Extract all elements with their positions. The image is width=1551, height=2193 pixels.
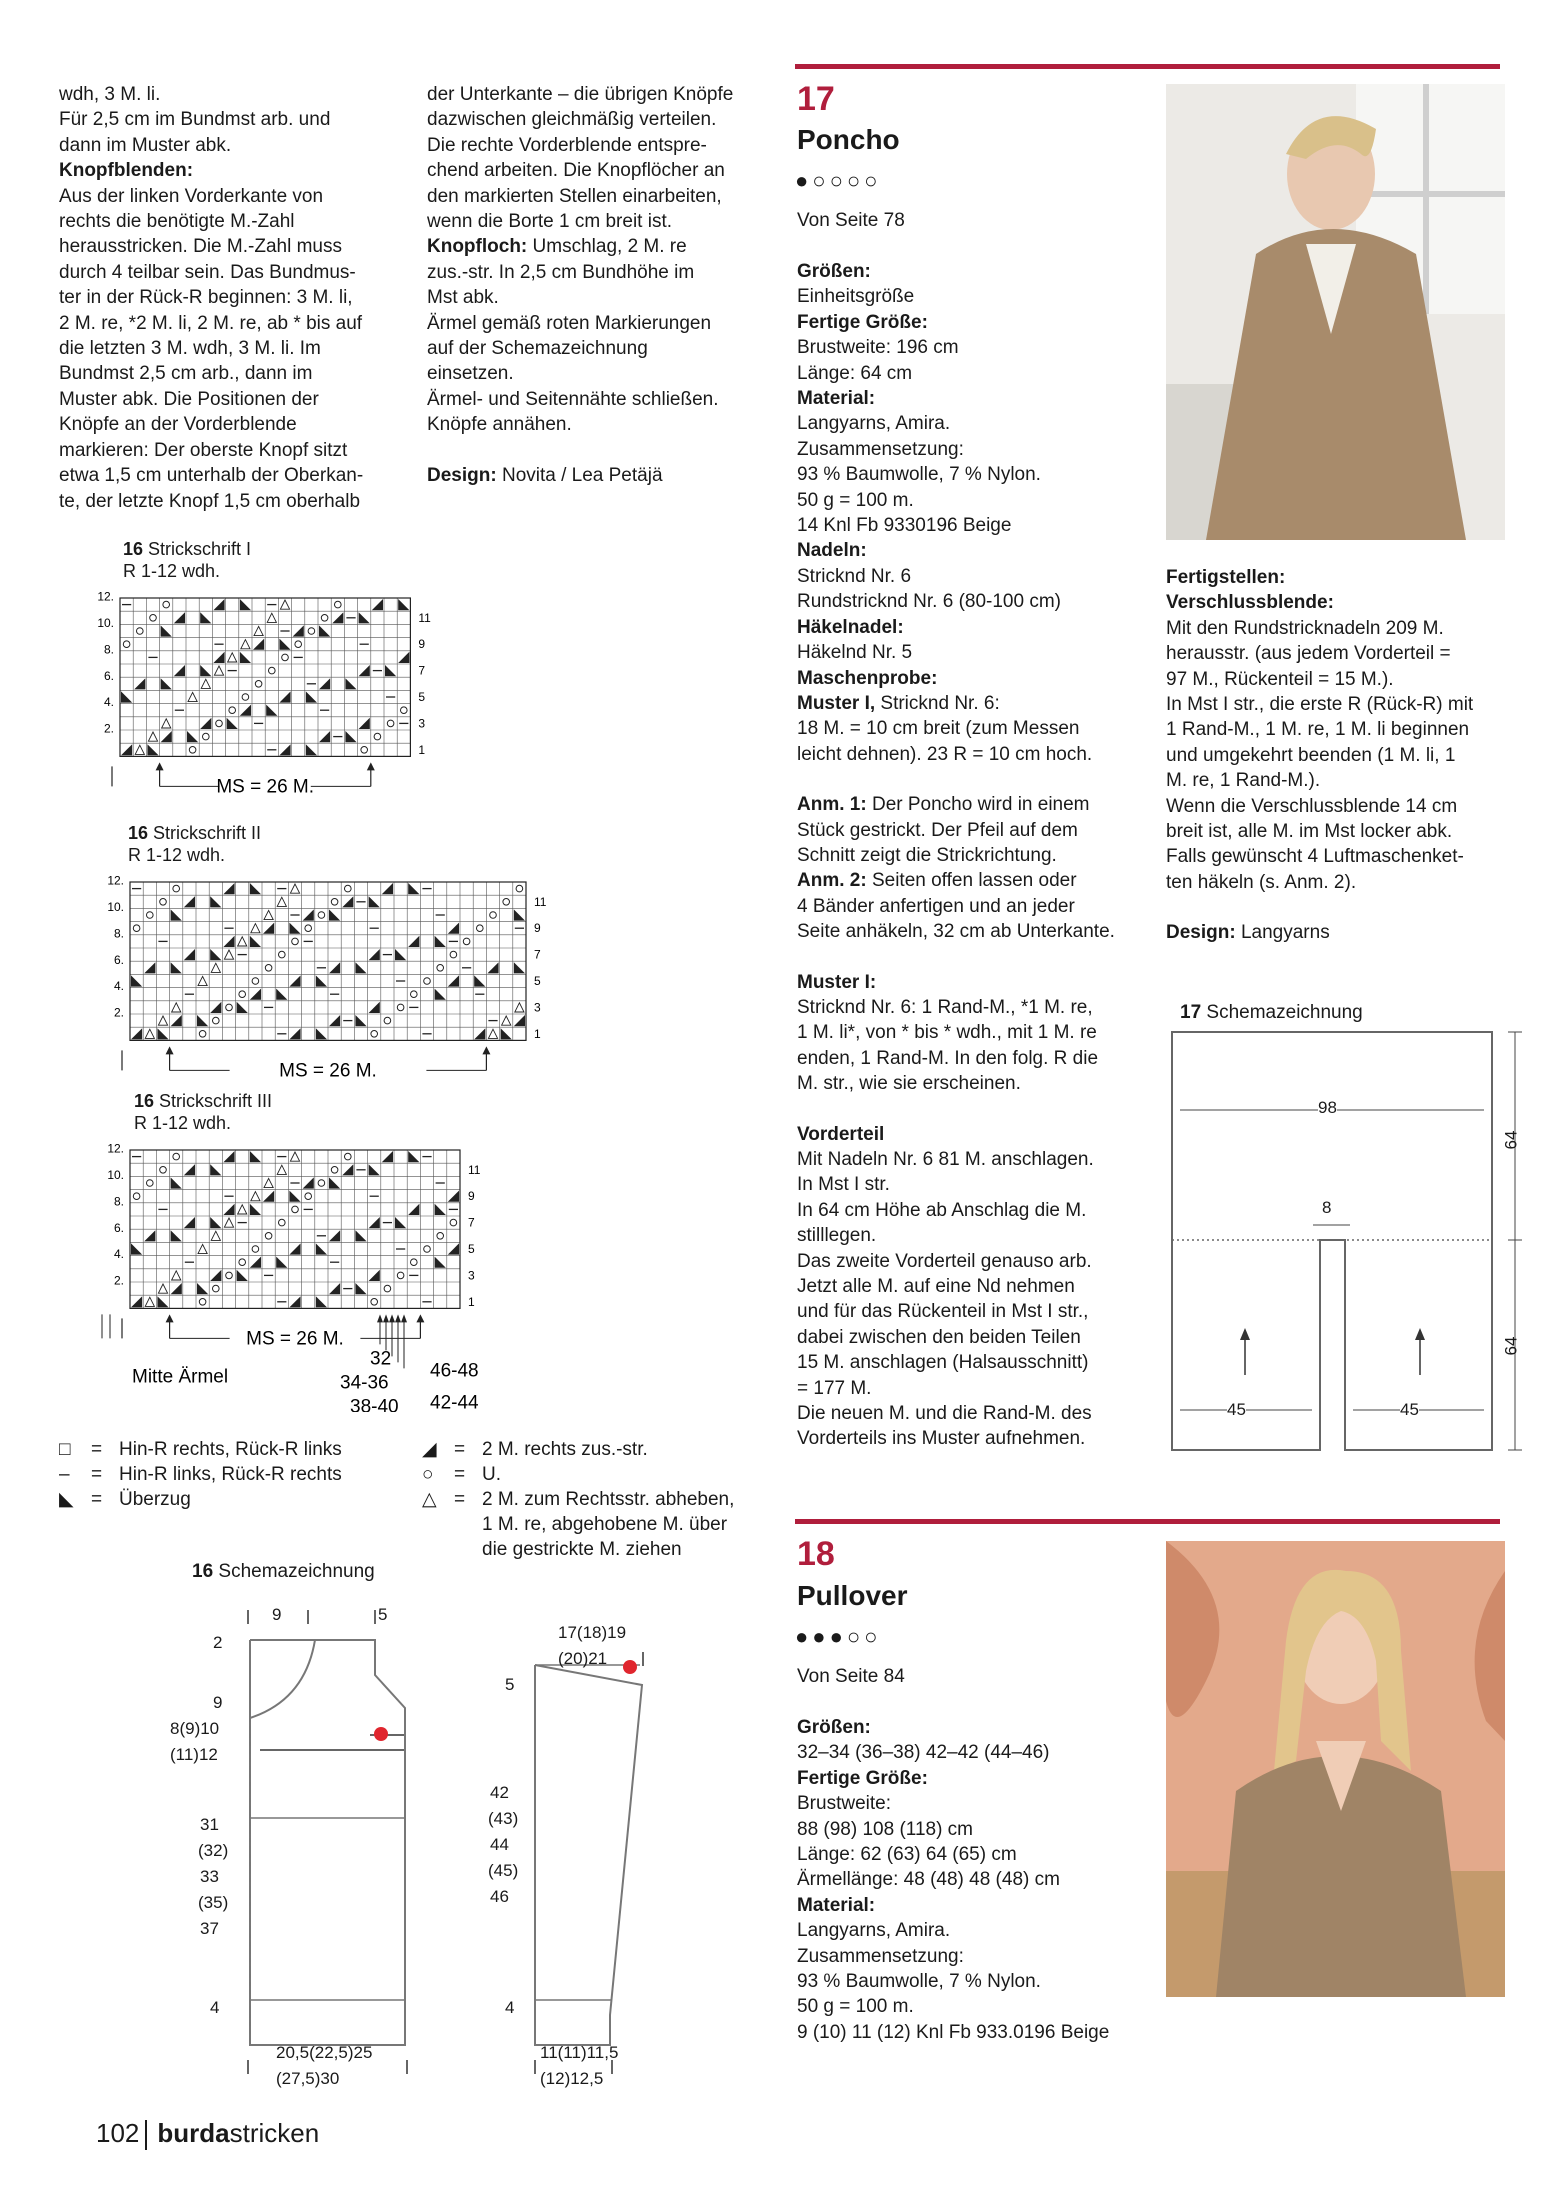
svg-text:5: 5	[468, 1241, 475, 1256]
page-footer	[96, 2118, 319, 2150]
svg-text:MS = 26 M.: MS = 26 M.	[246, 1328, 344, 1350]
svg-text:4.: 4.	[113, 979, 124, 994]
chart-legend-left: □ = Hin-R rechts, Rück-R links – = Hin-R links, Rück-R rechts ◣ = Überzug	[59, 1439, 342, 1510]
column-1-text: wdh, 3 M. li. Für 2,5 cm im Bundmst arb. und dann im Muster abk. Knopfblenden: Aus der linken Vorderkante von rechts die benötigte M.-Zahl herausstricken. Die M.-Zahl muss durch 4 teilbar sein. Das Bundmus- ter in der Rück-R beginnen: 3 M. li, 2 M. re, *2 M. li, 2 M. re, ab * bis auf die letzten 3 M. wdh, 3 M. li. Im Bundmst 2,5 cm arb., dann im Muster abk. Die Positionen der Knöpfe an der Vorderblende markieren: Der oberste Knopf sitzt etwa 1,5 cm unterhalb der Oberkan- te, der letzte Knopf 1,5 cm oberhalb	[59, 84, 364, 512]
knitting-chart-1	[80, 590, 560, 810]
svg-text:7: 7	[468, 1215, 475, 1230]
svg-text:12.: 12.	[97, 590, 114, 604]
brand-stricken: stricken	[229, 2118, 320, 2148]
svg-text:34-36: 34-36	[340, 1372, 389, 1394]
pattern-17-instructions: Größen: Einheitsgröße Fertige Größe: Brustweite: 196 cm Länge: 64 cm Material: Langyarns, Amira. Zusammensetzung: 93 % Baumwolle, 7 % Nylon. 50 g = 100 m. 14 Knl Fb 9330196 Beige Nadeln: Stricknd Nr. 6 Rundstricknd Nr. 6 (80-100 cm) Häkelnadel: Häkelnd Nr. 5 Maschenprobe: Muster I, Stricknd Nr. 6: 18 M. = 10 cm breit (zum Messen leicht dehnen). 23 R = 10 cm hoch. Anm. 1: Der Poncho wird in einem Stück gestrickt. Der Pfeil auf dem Schnitt zeigt die Strickrichtung. Anm. 2: Seiten offen lassen oder 4 Bänder anfertigen und an jeder Seite anhäkeln, 32 cm ab Unterkante. Muster I: Stricknd Nr. 6: 1 Rand-M., *1 M. re, 1 M. li*, von * bis * wdh., mit 1 M. re enden, 1 Rand-M. In den folg. R die M. str., wie sie erscheinen. Vorderteil Mit Nadeln Nr. 6 81 M. anschlagen. In Mst I str. In 64 cm Höhe ab Anschlag die M. stilllegen. Das zweite Vorderteil genauso arb. Jetzt alle M. auf eine Nd nehmen und für das Rückenteil in Mst I str., dabei zwischen den beiden Teilen 15 M. anschlagen (Halsausschnitt) = 177 M. Die neuen M. und die Rand-M. des Vorderteils ins Muster aufnehmen.	[797, 261, 1115, 1450]
svg-text:12.: 12.	[107, 874, 124, 888]
page-number: 102	[96, 2118, 140, 2148]
svg-text:8.: 8.	[113, 1194, 124, 1209]
svg-text:11: 11	[418, 610, 431, 625]
svg-text:1: 1	[418, 742, 426, 757]
schema-16-title: 16 Schemazeichnung	[192, 1561, 375, 1582]
svg-text:1: 1	[534, 1026, 541, 1041]
svg-text:9: 9	[468, 1189, 475, 1204]
svg-text:4.: 4.	[113, 1247, 124, 1262]
svg-text:42-44: 42-44	[430, 1392, 479, 1412]
schema-17-title: 17 Schemazeichnung	[1180, 1002, 1363, 1023]
difficulty-dots-18: ●●●○○	[795, 1624, 882, 1649]
svg-text:4.: 4.	[103, 695, 114, 710]
svg-text:6.: 6.	[113, 1220, 124, 1235]
svg-text:MS = 26 M.: MS = 26 M.	[216, 776, 315, 798]
schema-16-drawing	[180, 1590, 700, 2080]
svg-text:12.: 12.	[107, 1142, 124, 1156]
pattern-17-from: Von Seite 78	[797, 210, 905, 231]
svg-text:32: 32	[370, 1348, 392, 1370]
svg-text:3: 3	[468, 1268, 475, 1283]
accent-bar-17	[795, 64, 1500, 69]
accent-bar-18	[795, 1519, 1500, 1524]
brand-burda: burda	[157, 2118, 230, 2148]
svg-text:Mitte Ärmel: Mitte Ärmel	[132, 1366, 229, 1388]
svg-text:2.: 2.	[113, 1273, 124, 1288]
svg-text:10.: 10.	[107, 1168, 124, 1183]
svg-text:8.: 8.	[113, 926, 124, 941]
pattern-18-title: Pullover	[797, 1580, 908, 1611]
svg-text:11: 11	[468, 1162, 481, 1177]
svg-text:46-48: 46-48	[430, 1360, 479, 1382]
svg-text:5: 5	[534, 973, 541, 988]
pattern-18-from: Von Seite 84	[797, 1666, 905, 1687]
svg-text:9: 9	[534, 921, 541, 936]
pattern-17-title: Poncho	[797, 124, 900, 155]
svg-text:2.: 2.	[103, 721, 114, 736]
svg-text:3: 3	[418, 716, 426, 731]
svg-text:1: 1	[468, 1294, 475, 1309]
svg-text:10.: 10.	[107, 900, 124, 915]
knitting-chart-3	[80, 1142, 660, 1412]
schema-17-drawing	[1170, 1030, 1530, 1460]
svg-text:2.: 2.	[113, 1005, 124, 1020]
svg-text:6.: 6.	[113, 952, 124, 967]
svg-text:5: 5	[418, 689, 426, 704]
chart-1-title: 16 Strickschrift I R 1-12 wdh.	[123, 539, 252, 581]
chart-legend-right: ◢ = 2 M. rechts zus.-str. ○ = U. △ = 2 M. zum Rechtsstr. abheben, 1 M. re, abgehobene M. über die gestrickte M. ziehen	[422, 1439, 735, 1560]
svg-text:11: 11	[534, 894, 547, 909]
svg-text:3: 3	[534, 1000, 541, 1015]
svg-text:8.: 8.	[103, 642, 114, 657]
svg-text:7: 7	[534, 947, 541, 962]
poncho-photo	[1166, 84, 1505, 540]
pattern-17-number: 17	[797, 80, 835, 118]
svg-text:MS = 26 M.: MS = 26 M.	[279, 1060, 377, 1082]
svg-text:38-40: 38-40	[350, 1396, 399, 1412]
difficulty-dots-17: ●○○○○	[795, 168, 882, 193]
svg-text:10.: 10.	[97, 616, 114, 631]
svg-text:9: 9	[418, 637, 426, 652]
pattern-18-instructions: Größen: 32–34 (36–38) 42–42 (44–46) Fertige Größe: Brustweite: 88 (98) 108 (118) cm Länge: 62 (63) 64 (65) cm Ärmellänge: 48 (48) 48 (48) cm Material: Langyarns, Amira. Zusammensetzung: 93 % Baumwolle, 7 % Nylon. 50 g = 100 m. 9 (10) 11 (12) Knl Fb 933.0196 Beige	[797, 1717, 1110, 2043]
column-2-text: der Unterkante – die übrigen Knöpfe dazwischen gleichmäßig verteilen. Die rechte Vorderblende entspre- chend arbeiten. Die Knopflöcher an den markierten Stellen einarbeiten, wenn die Borte 1 cm breit ist. Knopfloch: Umschlag, 2 M. re zus.-str. In 2,5 cm Bundhöhe im Mst abk. Ärmel gemäß roten Markierungen auf der Schemazeichnung einsetzen. Ärmel- und Seitennähte schließen. Knöpfe annähen. Design: Novita / Lea Petäjä	[427, 84, 734, 486]
svg-text:7: 7	[418, 663, 426, 678]
pattern-18-number: 18	[797, 1535, 835, 1573]
knitting-chart-2	[80, 874, 770, 1084]
pullover-photo	[1166, 1541, 1505, 1997]
svg-text:6.: 6.	[103, 668, 114, 683]
pattern-17-finishing: Fertigstellen: Verschlussblende: Mit den Rundstricknadeln 209 M. herausstr. (aus jedem Vorderteil = 97 M., Rückenteil = 15 M.). In Mst I str., die erste R (Rück-R) mit 1 Rand-M., 1 M. re, 1 M. li beginnen und umgekehrt beenden (1 M. li, 1 M. re, 1 Rand-M.). Wenn die Verschlussblende 14 cm breit ist, alle M. im Mst locker abk. Falls gewünscht 4 Luftmaschenket- ten häkeln (s. Anm. 2). Design: Langyarns	[1166, 567, 1474, 944]
chart-3-title: 16 Strickschrift III R 1-12 wdh.	[134, 1091, 273, 1133]
chart-2-title: 16 Strickschrift II R 1-12 wdh.	[128, 823, 262, 865]
